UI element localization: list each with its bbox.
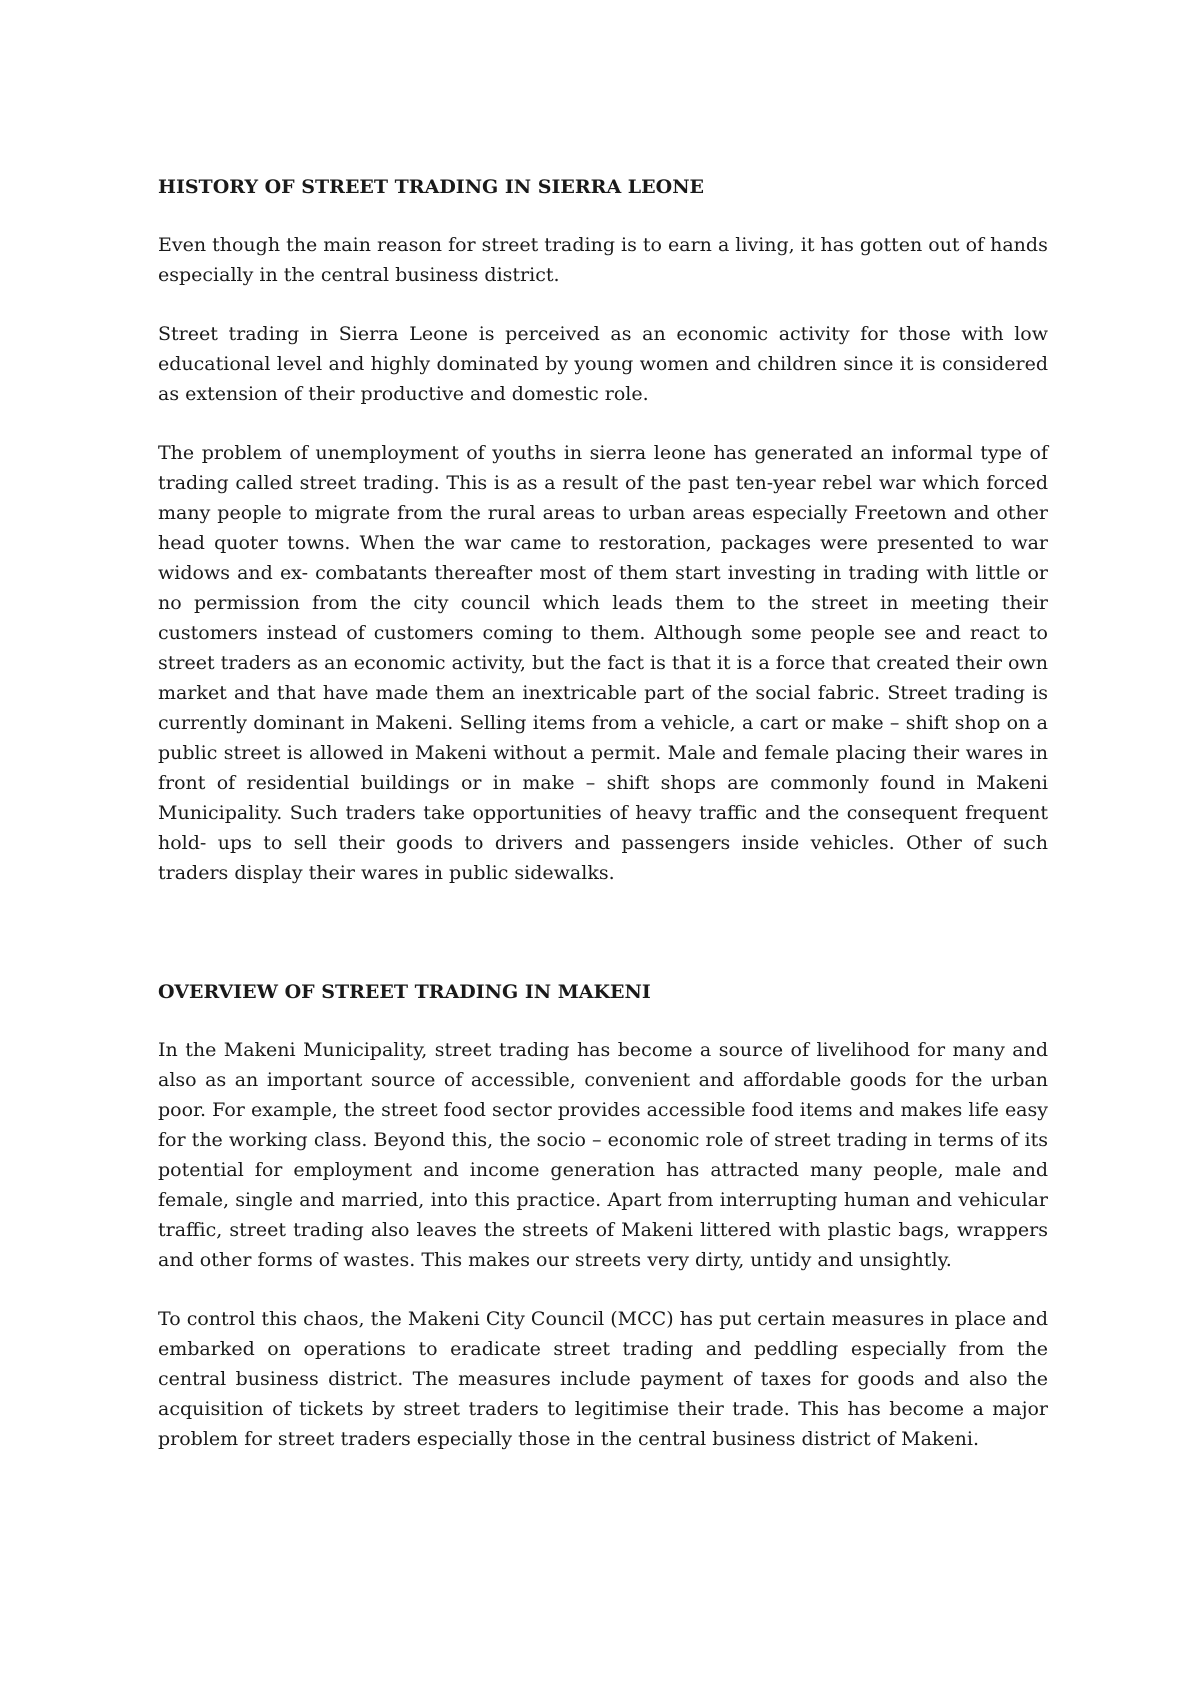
overview-paragraph-2: To control this chaos, the Makeni City Council (MCC) has put certain measures in place and embarked on operations to eradicate street trading and peddling especially from the central business district. The measures include payment of taxes for goods and also the acquisition of tickets by street traders to legitimise their trade. This has become a major problem for street traders especially those in the central business district of Makeni. <box>158 1308 1048 1450</box>
history-paragraph-3: The problem of unemployment of youths in sierra leone has generated an informal type of trading called street trading. This is as a result of the past ten-year rebel war which forced many people to migrate from the rural areas to urban areas especially Freetown and other head quoter towns. When the war came to restoration, packages were presented to war widows and ex- combatants thereafter most of them start investing in trading with little or no permission from the city council which leads them to the street in meeting their customers instead of customers coming to them. Although some people see and react to street traders as an economic activity, but the fact is that it is a force that created their own market and that have made them an inextricable part of the social fabric. Street trading is currently dominant in Makeni. Selling items from a vehicle, a cart or make – shift shop on a public street is allowed in Makeni without a permit. Male and female placing their wares in front of residential buildings or in make – shift shops are commonly found in Makeni Municipality. Such traders take opportunities of heavy traffic and the consequent frequent hold- ups to sell their goods to drivers and passengers inside vehicles. Other of such traders display their wares in public sidewalks. <box>158 442 1048 884</box>
overview-paragraph-1: In the Makeni Municipality, street trading has become a source of livelihood for many and also as an important source of accessible, convenient and affordable goods for the urban poor. For example, the street food sector provides accessible food items and makes life easy for the working class. Beyond this, the socio – economic role of street trading in terms of its potential for employment and income generation has attracted many people, male and female, single and married, into this practice. Apart from interrupting human and vehicular traffic, street trading also leaves the streets of Makeni littered with plastic bags, wrappers and other forms of wastes. This makes our streets very dirty, untidy and unsightly. <box>158 1039 1048 1271</box>
history-paragraph-2: Street trading in Sierra Leone is perceived as an economic activity for those with low educational level and highly dominated by young women and children since it is considered as extension of their productive and domestic role. <box>158 323 1048 405</box>
section-heading-overview: OVERVIEW OF STREET TRADING IN MAKENI <box>158 981 651 1003</box>
section-spacer <box>158 917 1048 977</box>
history-paragraph-1: Even though the main reason for street trading is to earn a living, it has gotten out of hands especially in the central business district. <box>158 234 1048 286</box>
section-heading-history: HISTORY OF STREET TRADING IN SIERRA LEONE <box>158 176 705 198</box>
document-body <box>158 172 1048 1483</box>
